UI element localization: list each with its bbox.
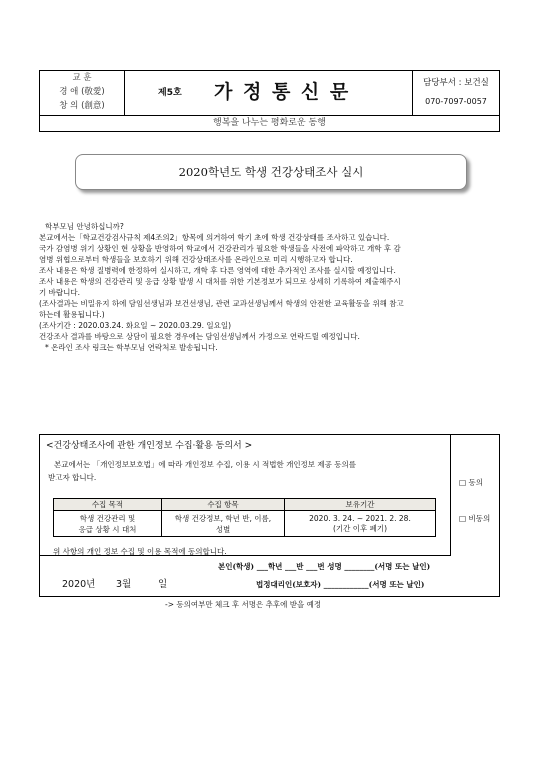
consent-main-cell <box>40 435 451 556</box>
date-year: 2020년 <box>62 579 96 590</box>
slogan-row <box>40 115 499 133</box>
body-line: 학부모님 안녕하십니까? <box>45 222 124 231</box>
student-signature-line[interactable]: 본인(학생) ___학년 ___반 ___번 성명 ________(서명 또는 날인) <box>218 562 431 571</box>
period-line: 2020. 3. 24. ~ 2021. 2. 28. <box>309 513 411 523</box>
body-line: (조사결과는 비밀유지 하에 담임선생님과 보건선생님, 관련 교과선생님께서 학생의 안전한 교육활동을 위해 참고 <box>39 299 404 308</box>
contact-cell <box>412 71 500 115</box>
header-purpose: 수집 목적 <box>54 499 162 511</box>
purpose-cell <box>54 511 162 537</box>
newsletter-header <box>39 70 500 132</box>
table-header-row <box>54 499 436 511</box>
consent-title: <건강상태조사에 관한 개인정보 수집·활용 동의서 > <box>46 441 253 451</box>
header-period: 보유기간 <box>285 499 436 511</box>
guardian-signature-line[interactable]: 법정대리인(보호자) ____________(서명 또는 날인) <box>256 580 425 589</box>
body-line: * 온라인 조사 링크는 학부모님 연락처로 발송됩니다. <box>45 343 218 352</box>
newsletter-title: 가 정 통 신 문 <box>214 81 351 103</box>
contact-department: 담당부서 : 보건실 <box>423 78 489 88</box>
motto-line-2: 창 의 (創意) <box>59 101 105 111</box>
consent-statement: 위 사항의 개인 정보 수집 및 이용 목적에 동의합니다. <box>53 547 227 556</box>
consent-note: -> 동의여부만 체크 후 서명은 추후에 받을 예정 <box>165 600 322 609</box>
letter-body <box>39 221 504 353</box>
date-month: 3월 <box>116 579 132 590</box>
title-banner <box>75 154 467 190</box>
motto-line-1: 경 애 (敬愛) <box>59 87 105 97</box>
body-line: 조사 내용은 학생의 건강관리 및 응급 상황 발생 시 대처를 위한 기본정보가 되므로 상세히 기록하여 제출해주시 <box>39 277 401 286</box>
period-cell <box>285 511 436 537</box>
slogan: 행복을 나누는 평화로운 동행 <box>213 118 326 128</box>
motto-title: 교 훈 <box>72 73 92 83</box>
title-cell <box>124 71 413 115</box>
school-motto <box>40 71 125 115</box>
disagree-checkbox[interactable]: □ 비동의 <box>459 514 491 523</box>
consent-paragraph: 본교에서는 「개인정보보호법」에 따라 개인정보 수집, 이용 시 적법한 개인정보 제공 동의를 <box>54 460 357 469</box>
table-row <box>54 511 436 537</box>
contact-phone: 070-7097-0057 <box>425 97 487 106</box>
body-line: (조사기간 : 2020.03.24. 화요일 ~ 2020.03.29. 일요일) <box>39 321 232 330</box>
body-line: 염병 위협으로부터 학생들을 보호하기 위해 건강상태조사를 온라인으로 미리 시행하고자 합니다. <box>39 255 353 264</box>
body-line: 기 바랍니다. <box>39 288 80 297</box>
consent-paragraph: 받고자 합니다. <box>48 473 97 482</box>
body-line: 건강조사 결과를 바탕으로 상담이 필요한 경우에는 담임선생님께서 가정으로 연락드릴 예정입니다. <box>39 332 360 341</box>
period-line: (기간 이후 폐기) <box>332 523 388 533</box>
body-line: 국가 감염병 위기 상황인 현 상황을 반영하여 학교에서 건강관리가 필요한 학생들을 사전에 파악하고 개학 후 감 <box>39 244 401 253</box>
items-line: 학생 건강정보, 학년 반, 이름, <box>174 513 272 523</box>
body-line: 하는데 활용됩니다.) <box>39 310 105 319</box>
items-line: 성별 <box>215 524 231 534</box>
collection-table <box>53 498 436 537</box>
purpose-line: 학생 건강관리 및 <box>79 513 136 523</box>
body-line: 본교에서는「학교건강검사규칙 제4조의2」항목에 의거하여 학기 초에 학생 건강상태를 조사하고 있습니다. <box>39 233 390 242</box>
agree-checkbox[interactable]: □ 동의 <box>459 478 483 487</box>
banner-title: 2020학년도 학생 건강상태조사 실시 <box>178 165 364 179</box>
items-cell <box>162 511 285 537</box>
body-line: 조사 내용은 학생 질병력에 한정하여 실시하고, 개학 후 다른 영역에 대한 추가적인 조사를 실시할 예정입니다. <box>39 266 396 275</box>
issue-number: 제5호 <box>158 88 182 98</box>
date-day: 일 <box>158 579 168 590</box>
purpose-line: 응급 상황 시 대처 <box>78 524 137 534</box>
header-items: 수집 항목 <box>162 499 285 511</box>
consent-form <box>39 434 500 597</box>
